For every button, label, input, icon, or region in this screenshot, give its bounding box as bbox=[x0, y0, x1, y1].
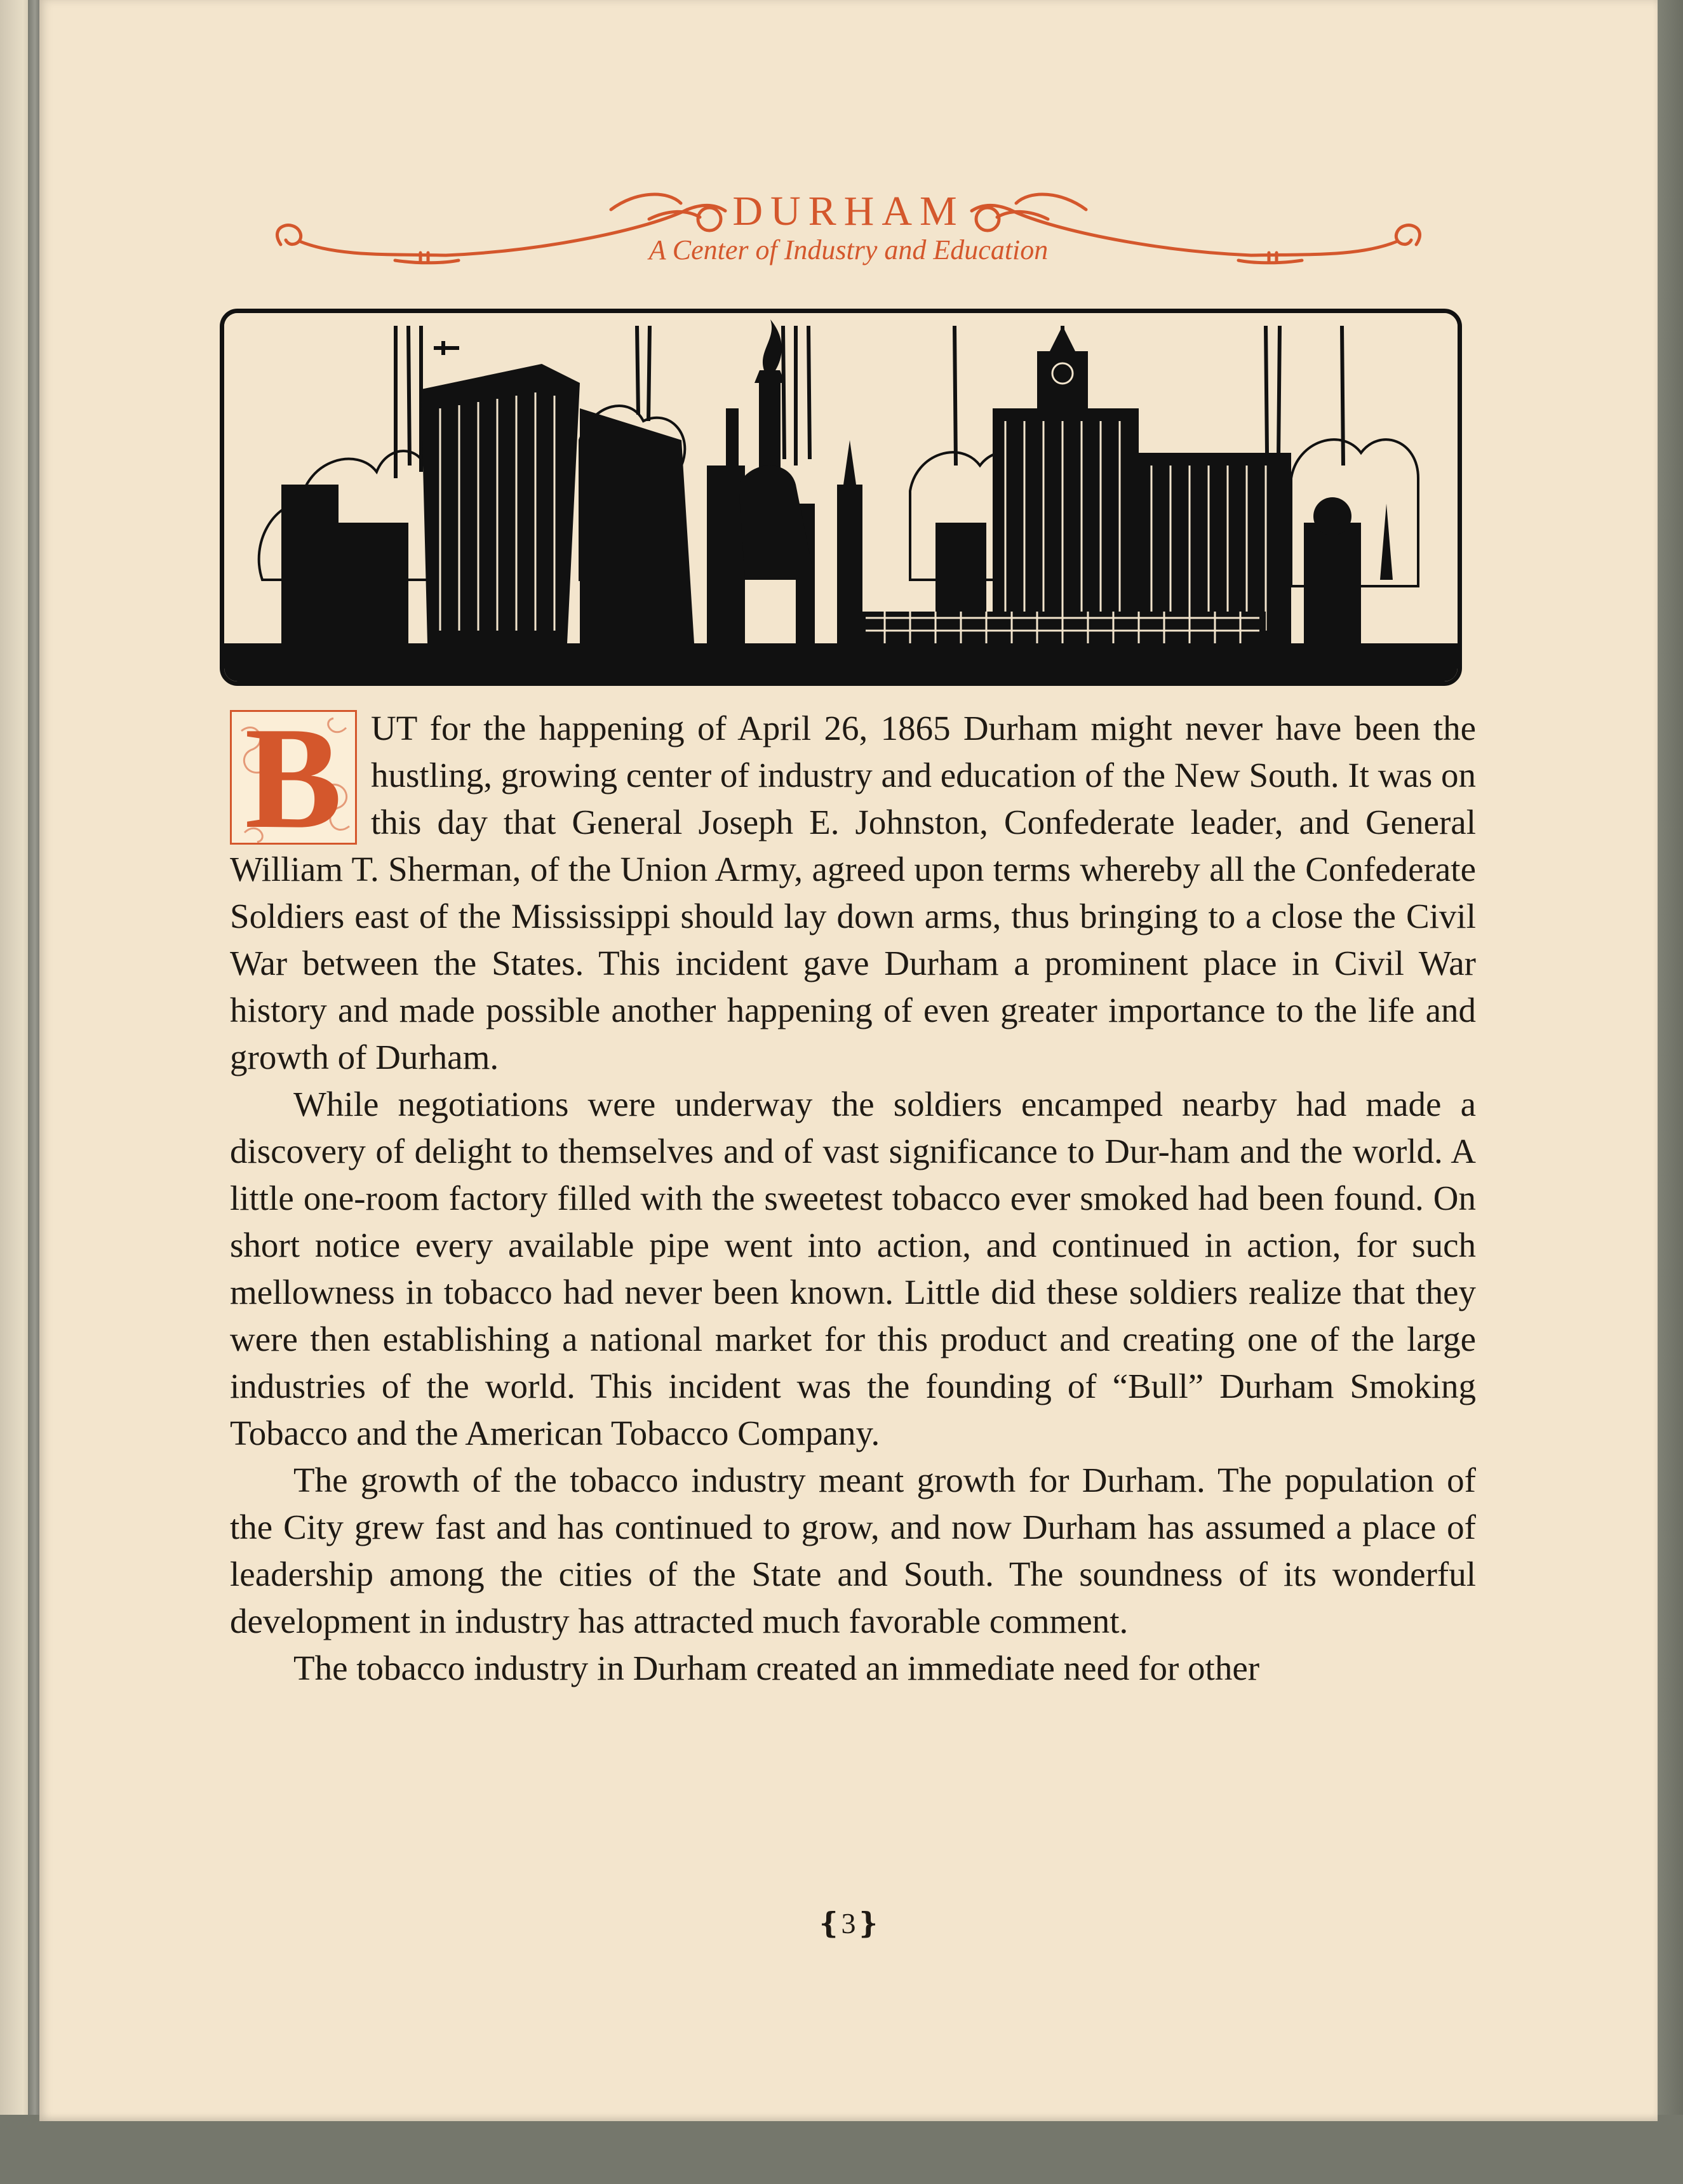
article-body bbox=[230, 697, 1476, 1692]
page-title: DURHAM bbox=[732, 188, 965, 234]
paragraph-1-text: UT for the happening of April 26, 1865 Durham might never have been the hustling, growing center of industry and education of the New South. It was on this day that General Joseph E. Johnston, Confederate leader, and General William T. Sherman, of the Union Army, agreed upon terms whereby all the Confederate Soldiers east of the Mississippi should lay down arms, thus bringing to a close the Civil War between the States. This incident gave Durham a prominent place in Civil War history and made possible another happening of even greater importance to the life and growth of Durham. bbox=[230, 709, 1476, 1076]
page-header bbox=[39, 0, 1658, 292]
paragraph-4: The tobacco industry in Durham created an immediate need for other bbox=[293, 1649, 1260, 1687]
drop-cap bbox=[230, 697, 357, 859]
page bbox=[39, 0, 1658, 2121]
page-number-value: 3 bbox=[841, 1907, 856, 1939]
skyline-illustration bbox=[220, 309, 1462, 686]
folio-bracket-left-icon: ❴ bbox=[816, 1907, 842, 1939]
drop-cap-letter: B bbox=[245, 697, 342, 859]
city-skyline-icon bbox=[224, 313, 1458, 681]
page-subtitle: A Center of Industry and Education bbox=[648, 234, 1049, 265]
cover-edge-bottom bbox=[0, 2115, 1683, 2184]
paragraph-1 bbox=[230, 697, 1476, 1081]
paragraph-3: The growth of the tobacco industry meant growth for Durham. The population of the City grew fast and has continued to grow, and now Durham has assumed a place of leadership among the cities of the State and South. The soundness of its wonderful development in industry has attracted much favorable comment. bbox=[230, 1461, 1476, 1640]
folio-bracket-right-icon: ❵ bbox=[855, 1907, 881, 1939]
paragraph-2: While negotiations were underway the soldiers encamped nearby had made a discovery of delight to themselves and of vast significance to Dur-ham and the world. A little one-room factory filled with the sweetest tobacco ever smoked had been found. On short notice every available pipe went into action, and continued in action, for such mellowness in tobacco had never been known. Little did these soldiers realize that they were then establishing a national market for this product and creating one of the large industries of the world. This incident was the founding of “Bull” Durham Smoking Tobacco and the American Tobacco Company. bbox=[230, 1085, 1476, 1452]
page-number bbox=[39, 1909, 1658, 1938]
